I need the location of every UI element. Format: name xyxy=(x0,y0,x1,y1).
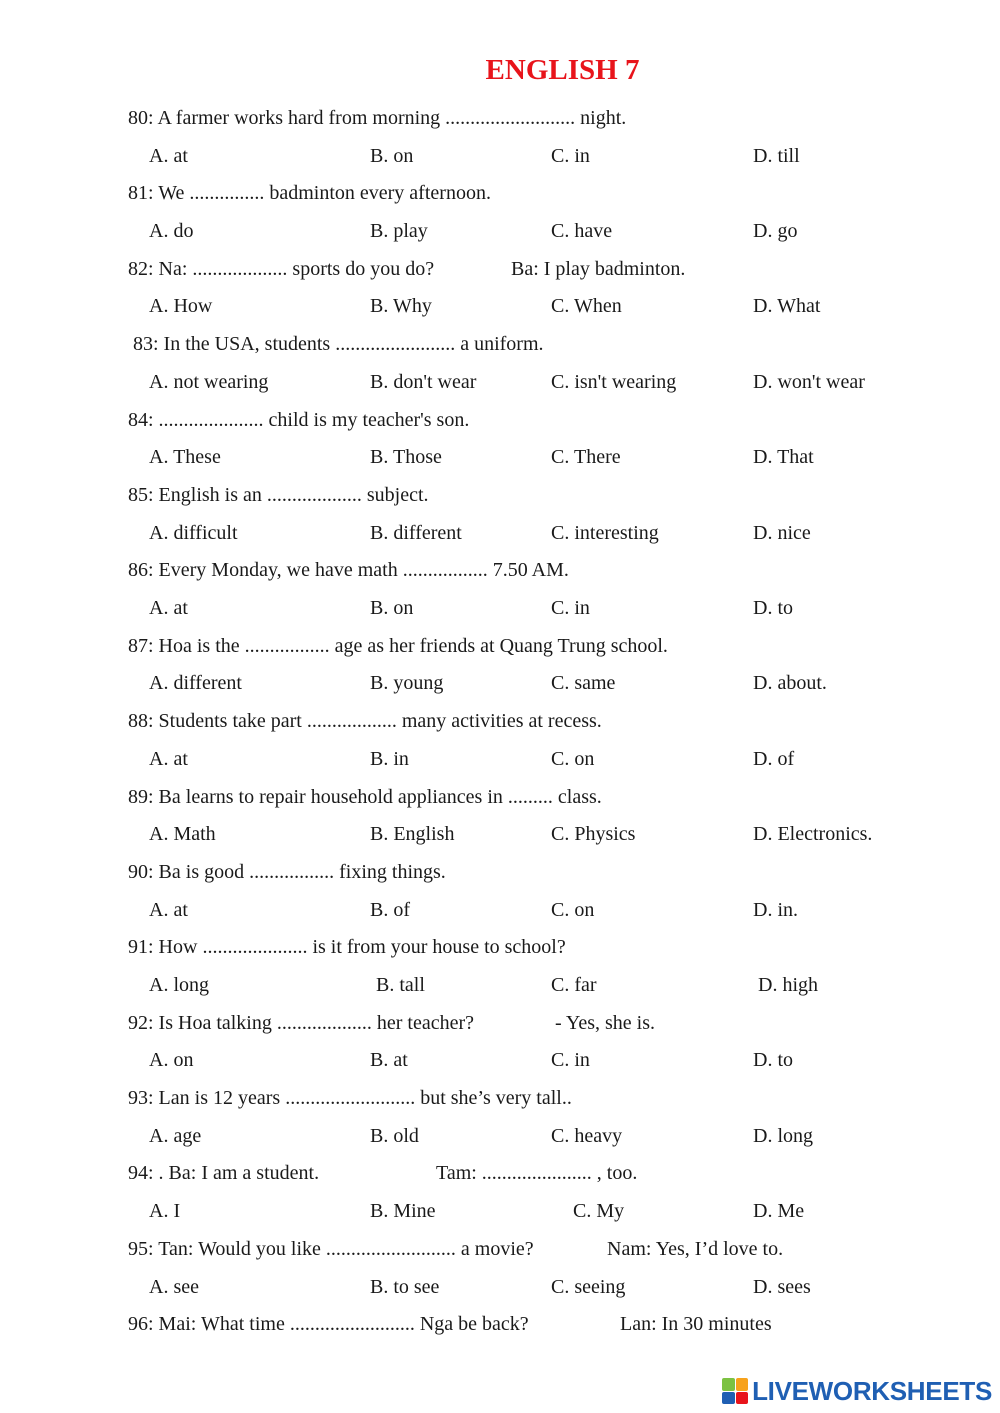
question-text: 80: A farmer works hard from morning .......................... night. xyxy=(128,107,627,129)
option-a[interactable]: A. long xyxy=(149,973,209,996)
answer-options xyxy=(0,364,1000,400)
option-c[interactable]: C. heavy xyxy=(551,1124,623,1147)
answer-options xyxy=(0,892,1000,928)
option-c[interactable]: C. seeing xyxy=(551,1275,626,1298)
option-d[interactable]: D. What xyxy=(753,295,821,318)
option-a[interactable]: A. These xyxy=(149,446,221,469)
option-b[interactable]: B. Those xyxy=(370,446,442,469)
question-list xyxy=(0,100,1000,1382)
option-a[interactable]: A. on xyxy=(149,1049,194,1072)
question-85 xyxy=(0,477,1000,552)
option-c[interactable]: C. on xyxy=(551,898,595,921)
option-c[interactable]: C. isn't wearing xyxy=(551,370,677,393)
option-c[interactable]: C. in xyxy=(551,144,590,167)
option-d[interactable]: D. to xyxy=(753,1049,793,1072)
option-b[interactable]: B. of xyxy=(370,898,410,921)
option-b[interactable]: B. on xyxy=(370,597,414,620)
option-b[interactable]: B. don't wear xyxy=(370,370,477,393)
option-b[interactable]: B. old xyxy=(370,1124,419,1147)
question-84 xyxy=(0,402,1000,477)
option-c[interactable]: C. same xyxy=(551,672,616,695)
question-reply: Lan: In 30 minutes xyxy=(620,1313,772,1336)
logo-text: LIVEWORKSHEETS xyxy=(752,1376,992,1406)
question-text: 82: Na: ................... sports do you do? xyxy=(128,257,435,280)
option-a[interactable]: A. at xyxy=(149,898,188,921)
question-text: 86: Every Monday, we have math ................. 7.50 AM. xyxy=(128,559,569,582)
question-87 xyxy=(0,628,1000,703)
question-reply: Nam: Yes, I’d love to. xyxy=(607,1237,784,1260)
option-c[interactable]: C. When xyxy=(551,295,622,318)
option-b[interactable]: B. to see xyxy=(370,1275,440,1298)
question-93 xyxy=(0,1080,1000,1155)
question-reply: Ba: I play badminton. xyxy=(511,257,686,280)
question-text: 89: Ba learns to repair household appliances in ......... class. xyxy=(128,785,602,808)
question-text: 85: English is an ................... subject. xyxy=(128,483,429,506)
question-96 xyxy=(0,1306,1000,1381)
option-d[interactable]: D. in. xyxy=(753,898,798,921)
option-d[interactable]: D. Me xyxy=(753,1200,805,1223)
question-text: 91: How ..................... is it from your house to school? xyxy=(128,936,566,959)
option-d[interactable]: D. high xyxy=(758,973,818,996)
answer-options xyxy=(0,1193,1000,1229)
option-a[interactable]: A. do xyxy=(149,220,194,243)
option-a[interactable]: A. not wearing xyxy=(149,370,269,393)
question-86 xyxy=(0,552,1000,627)
liveworksheets-logo-icon xyxy=(722,1378,748,1404)
question-88 xyxy=(0,703,1000,778)
option-b[interactable]: B. on xyxy=(370,144,414,167)
option-c[interactable]: C. on xyxy=(551,747,595,770)
question-89 xyxy=(0,779,1000,854)
question-94 xyxy=(0,1155,1000,1230)
option-c[interactable]: C. There xyxy=(551,446,621,469)
question-text: 87: Hoa is the ................. age as her friends at Quang Trung school. xyxy=(128,634,668,657)
question-92 xyxy=(0,1005,1000,1080)
option-a[interactable]: A. different xyxy=(149,672,242,695)
answer-options xyxy=(0,816,1000,852)
question-81 xyxy=(0,175,1000,250)
answer-options xyxy=(0,1118,1000,1154)
question-90 xyxy=(0,854,1000,929)
option-b[interactable]: B. Why xyxy=(370,295,432,318)
option-d[interactable]: D. of xyxy=(753,747,795,770)
question-80 xyxy=(0,100,1000,175)
question-reply: - Yes, she is. xyxy=(555,1011,656,1034)
question-text: 81: We ............... badminton every afternoon. xyxy=(128,182,491,205)
answer-options xyxy=(0,590,1000,626)
question-text: 83: In the USA, students ........................ a uniform. xyxy=(133,333,544,356)
liveworksheets-logo xyxy=(722,1377,992,1405)
question-text: 93: Lan is 12 years .......................... but she’s very tall.. xyxy=(128,1087,572,1110)
answer-options xyxy=(0,288,1000,324)
option-c[interactable]: C. interesting xyxy=(551,521,659,544)
question-95 xyxy=(0,1231,1000,1306)
option-c[interactable]: C. Physics xyxy=(551,823,636,846)
option-d[interactable]: D. That xyxy=(753,446,814,469)
option-b[interactable]: B. different xyxy=(370,521,462,544)
question-text: 90: Ba is good ................. fixing things. xyxy=(128,860,446,883)
question-91 xyxy=(0,929,1000,1004)
answer-options xyxy=(0,1269,1000,1305)
option-b[interactable]: B. in xyxy=(370,747,409,770)
option-b[interactable]: B. at xyxy=(370,1049,408,1072)
option-b[interactable]: B. English xyxy=(370,823,455,846)
option-c[interactable]: C. have xyxy=(551,220,613,243)
answer-options xyxy=(0,213,1000,249)
question-text: 88: Students take part .................. many activities at recess. xyxy=(128,710,602,733)
option-b[interactable]: B. Mine xyxy=(370,1200,436,1223)
question-text: 92: Is Hoa talking ................... her teacher? xyxy=(128,1011,475,1034)
option-a[interactable]: A. difficult xyxy=(149,521,238,544)
option-a[interactable]: A. at xyxy=(149,597,188,620)
worksheet-title: ENGLISH 7 xyxy=(485,54,640,86)
question-text: 94: . Ba: I am a student. xyxy=(128,1162,320,1185)
question-83 xyxy=(0,326,1000,401)
answer-options xyxy=(0,665,1000,701)
answer-options xyxy=(0,967,1000,1003)
option-a[interactable]: A. see xyxy=(149,1275,199,1298)
option-a[interactable]: A. at xyxy=(149,747,188,770)
question-reply: Tam: ...................... , too. xyxy=(436,1162,638,1185)
answer-options xyxy=(0,439,1000,475)
option-b[interactable]: B. tall xyxy=(376,973,425,996)
answer-options xyxy=(0,1042,1000,1078)
answer-options xyxy=(0,515,1000,551)
answer-options xyxy=(0,138,1000,174)
option-c[interactable]: C. far xyxy=(551,973,597,996)
question-text: 96: Mai: What time ......................... Nga be back? xyxy=(128,1313,529,1336)
question-text: 84: ..................... child is my teacher's son. xyxy=(128,408,470,431)
option-d[interactable]: D. won't wear xyxy=(753,370,865,393)
option-d[interactable]: D. long xyxy=(753,1124,813,1147)
question-82 xyxy=(0,251,1000,326)
option-d[interactable]: D. Electronics. xyxy=(753,823,873,846)
option-a[interactable]: A. age xyxy=(149,1124,202,1147)
option-a[interactable]: A. I xyxy=(149,1200,181,1223)
question-text: 95: Tan: Would you like .......................... a movie? xyxy=(128,1237,534,1260)
option-b[interactable]: B. young xyxy=(370,672,444,695)
option-d[interactable]: D. about. xyxy=(753,672,827,695)
option-a[interactable]: A. Math xyxy=(149,823,216,846)
option-c[interactable]: C. in xyxy=(551,597,590,620)
option-d[interactable]: D. go xyxy=(753,220,798,243)
option-b[interactable]: B. play xyxy=(370,220,428,243)
answer-options xyxy=(0,741,1000,777)
option-c[interactable]: C. My xyxy=(573,1200,625,1223)
option-d[interactable]: D. nice xyxy=(753,521,811,544)
option-d[interactable]: D. sees xyxy=(753,1275,811,1298)
option-d[interactable]: D. till xyxy=(753,144,800,167)
option-a[interactable]: A. at xyxy=(149,144,188,167)
option-a[interactable]: A. How xyxy=(149,295,213,318)
option-c[interactable]: C. in xyxy=(551,1049,590,1072)
option-d[interactable]: D. to xyxy=(753,597,793,620)
